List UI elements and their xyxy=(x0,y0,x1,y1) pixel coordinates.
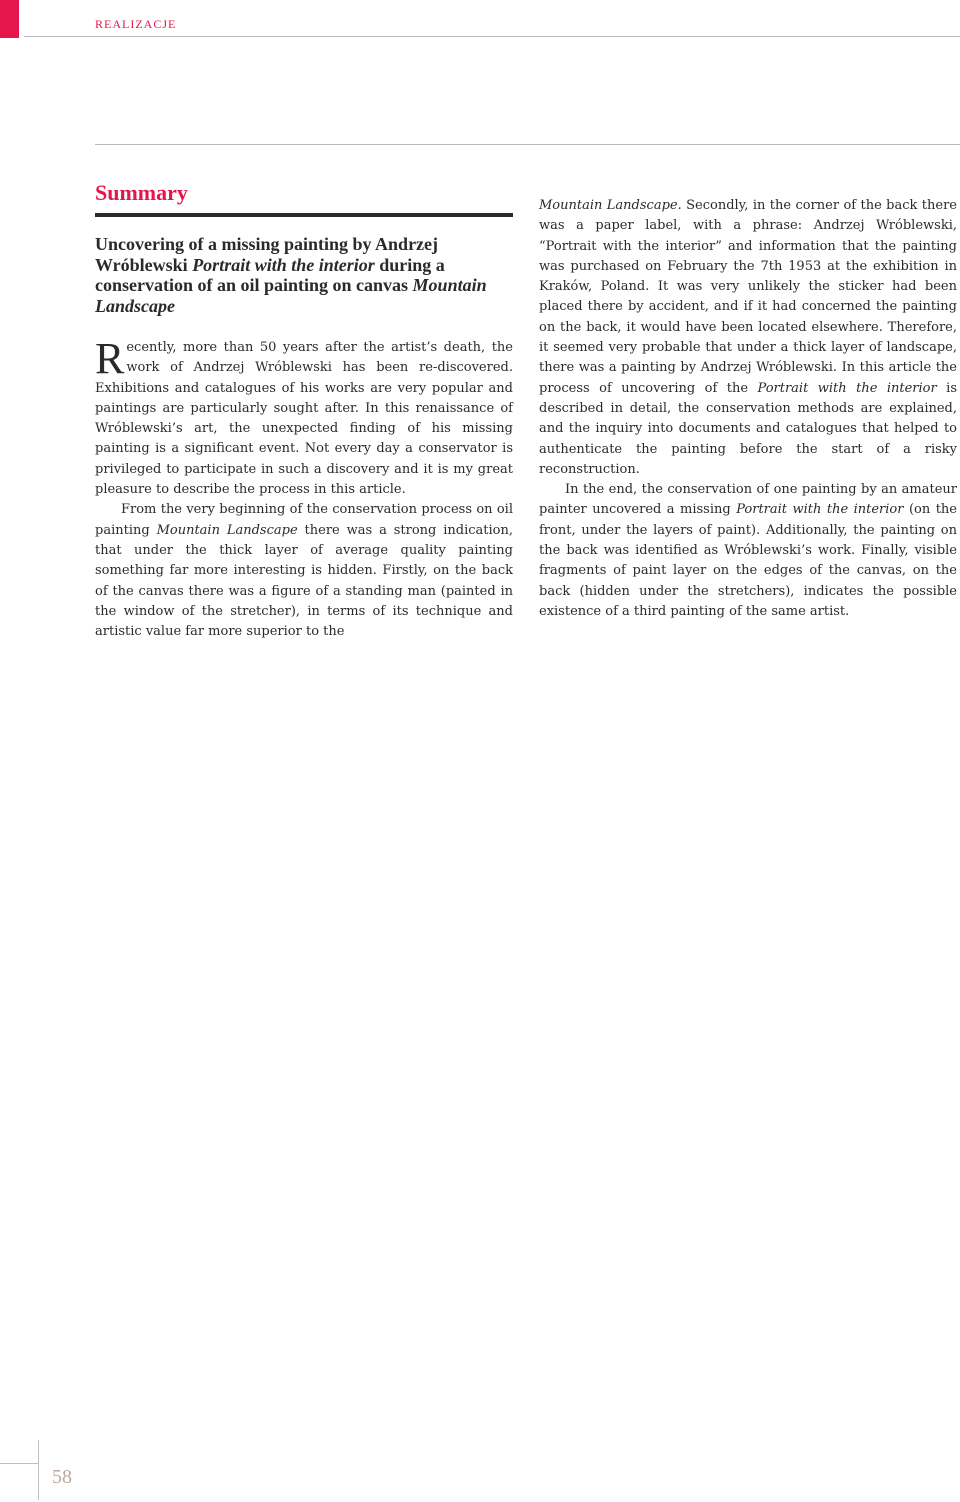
page-number: 58 xyxy=(52,1466,72,1488)
page-number-rule-vertical xyxy=(38,1440,39,1500)
right-column xyxy=(539,196,957,622)
paragraph-3: In the end, the conservation of one painting by an amateur painter uncovered a missing Portrait with the interior (on the front, under the layers of paint). Additionally, the painting on the back was identified as Wróblewski’s work. Finally, visible fragments of paint layer on the edges of the canvas, on the back (hidden under the stretchers), indicates the possible existence of a third painting of the same artist. xyxy=(539,482,957,619)
article-title: Uncovering of a missing painting by Andrzej Wróblewski Portrait with the interior during a conservation of an oil painting on canvas Mountain Landscape xyxy=(95,234,487,316)
summary-underline xyxy=(95,213,513,217)
page-number-rule-horizontal xyxy=(0,1463,38,1464)
section-color-tab xyxy=(0,0,19,38)
paragraph-1: Recently, more than 50 years after the artist’s death, the work of Andrzej Wróblewski has been re-discovered. Exhibitions and catalogues of his works are very popular and paintings are particularly sought after. In this renaissance of Wróblewski’s art, the unexpected finding of his missing painting is a significant event. Not every day a conservator is privileged to participate in such a discovery and it is my great pleasure to describe the process in this article. xyxy=(95,334,513,498)
paragraph-2-start: From the very beginning of the conservation process on oil painting Mountain Landscape there was a strong indication, that under the thick layer of average quality painting something far more interesting is hidden. Firstly, on the back of the canvas there was a figure of a standing man (painted in the window of the stretcher), in terms of its technique and artistic value far more superior to the xyxy=(95,502,513,640)
section-label: realizacje xyxy=(95,13,177,32)
left-column xyxy=(95,334,513,642)
paragraph-2-continued: Mountain Landscape. Secondly, in the corner of the back there was a paper label, with a phrase: Andrzej Wróblewski, “Portrait with the interior” and information that the painting was purchased on February the 7th 1953 at the exhibition in Kraków, Poland. It was very unlikely the sticker had been placed there by accident, and if it had concerned the painting on the back, it would have been located elsewhere. Therefore, it seemed very probable that under a thick layer of landscape, there was a painting by Andrzej Wróblewski. In this article the process of uncovering of the Portrait with the interior is described in detail, the conservation methods are explained, and the inquiry into documents and catalogues that helped to authenticate the painting before the start of a risky reconstruction. xyxy=(539,198,958,477)
header-rule xyxy=(24,36,960,37)
drop-cap: R xyxy=(95,334,125,383)
top-divider xyxy=(95,144,960,145)
summary-heading: Summary xyxy=(95,180,188,205)
